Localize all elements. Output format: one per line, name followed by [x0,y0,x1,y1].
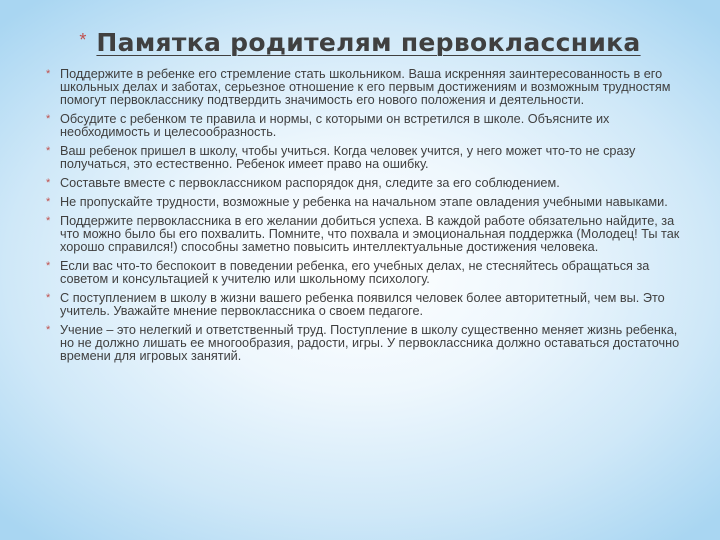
list-item [44,113,684,139]
bullet-icon: * [46,145,51,157]
list-item [44,145,684,171]
list-item-text: Учение – это нелегкий и ответственный труд. Поступление в школу существенно меняет жизнь ребенка, но не должно лишать ее многообразия, радости, игры. У первоклассника должно оставаться достаточно времени для игровых занятий. [60,323,680,363]
list-item-text: Не пропускайте трудности, возможные у ребенка на начальном этапе овладения учебными навыками. [60,195,668,209]
list-item [44,215,684,254]
bullet-icon: * [46,177,51,189]
list-item-text: Если вас что-то беспокоит в поведении ребенка, его учебных делах, не стесняйтесь обращаться за советом и консультацией к учителю или школьному психологу. [60,259,650,286]
list-item [44,177,684,190]
bullet-icon: * [46,196,51,208]
list-item [44,260,684,286]
list-item-text: Поддержите первоклассника в его желании добиться успеха. В каждой работе обязательно найдите, за что можно было бы его похвалить. Помните, что похвала и эмоциональная поддержка (Молодец! Ты так хорошо справился!) способны заметно повысить интеллектуальные достижения человека. [60,214,680,254]
title-bullet-icon: * [79,30,87,50]
list-item [44,68,684,107]
bullet-icon: * [46,292,51,304]
list-item-text: Обсудите с ребенком те правила и нормы, с которыми он встретился в школе. Объясните их необходимость и целесообразность. [60,112,610,139]
list-item [44,324,684,363]
list-item-text: Ваш ребенок пришел в школу, чтобы учиться. Когда человек учится, у него может что-то не сразу получаться, это естественно. Ребенок имеет право на ошибку. [60,144,636,171]
list-item-text: Составьте вместе с первоклассником распорядок дня, следите за его соблюдением. [60,176,560,190]
bullet-icon: * [46,324,51,336]
list-item-text: С поступлением в школу в жизни вашего ребенка появился человек более авторитетный, чем вы. Это учитель. Уважайте мнение первоклассника о своем педагоге. [60,291,665,318]
bullet-icon: * [46,215,51,227]
bullet-icon: * [46,113,51,125]
title-row [0,28,720,57]
recommendation-list [44,68,684,369]
list-item-text: Поддержите в ребенке его стремление стать школьником. Ваша искренняя заинтересованность в его школьных делах и заботах, серьезное отношение к его первым достижениям и возможным трудностям помогут первокласснику подтвердить значимость его нового положения и деятельности. [60,67,671,107]
list-item [44,292,684,318]
list-item [44,196,684,209]
slide-title: Памятка родителям первоклассника [96,28,641,57]
bullet-icon: * [46,260,51,272]
bullet-icon: * [46,68,51,80]
